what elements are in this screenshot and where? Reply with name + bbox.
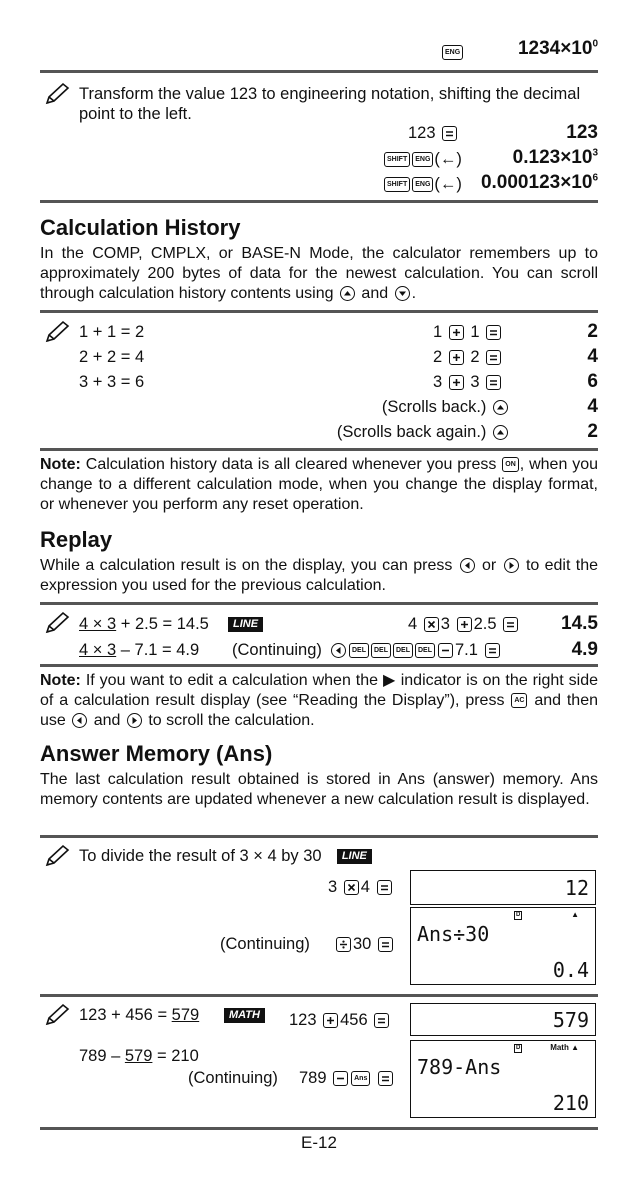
del-key: DEL (349, 643, 369, 658)
up-arrow-key-icon (340, 286, 355, 301)
ans-keys-3: 123 456 (289, 1010, 391, 1030)
divider (40, 200, 598, 203)
history-keys-2: 2 2 (433, 347, 503, 367)
lcd-display-4 (410, 1040, 596, 1118)
equals-key (378, 1071, 393, 1086)
left-arrow-key-icon (72, 713, 87, 728)
math-mode-badge: MATH (224, 1008, 265, 1023)
history-keys-1: 1 1 (433, 322, 503, 342)
lcd-deg-indicator: D (516, 1045, 521, 1051)
pencil-icon (44, 320, 72, 344)
eng-example-description: Transform the value 123 to engineering notation, shifting the decimal point to the left. (79, 85, 581, 123)
scroll-again-result: 2 (587, 421, 598, 442)
plus-key (457, 617, 472, 632)
divider (40, 448, 598, 451)
eng-row-1-result: 123 (566, 122, 598, 143)
divider (40, 602, 598, 605)
eng-key: ENG (442, 45, 463, 60)
plus-key (449, 375, 464, 390)
del-key: DEL (371, 643, 391, 658)
left-arrow-key-icon (460, 558, 475, 573)
line-mode-badge: LINE (337, 849, 372, 864)
equals-key (377, 880, 392, 895)
history-result-2: 4 (587, 346, 598, 367)
eng-key: ENG (412, 152, 433, 167)
ans-example-3-expr: 789 – 579 = 210 (79, 1047, 199, 1065)
up-arrow-key-icon (493, 425, 508, 440)
divider (40, 1127, 598, 1130)
replay-note: Note: If you want to edit a calculation when the ▶ indicator is on the right side of a calculation result display (see “Reading the Display”), press AC and then use and to scroll the calculation. (40, 672, 599, 729)
history-keys-3: 3 3 (433, 372, 503, 392)
eng-row-2-result: $0.123\times 10^3$ (512, 147, 598, 168)
lcd-value: 12 (564, 876, 589, 900)
ans-key: Ans (351, 1071, 370, 1086)
shift-key: SHIFT (384, 152, 410, 167)
divider (40, 70, 598, 73)
history-title: Calculation History (40, 215, 241, 240)
lcd-expression: 789-Ans (417, 1055, 502, 1079)
left-arrow-key-icon (331, 643, 346, 658)
scroll-back-result: 4 (587, 396, 598, 417)
replay-result-1: 14.5 (561, 613, 598, 634)
divider (40, 994, 598, 997)
lcd-value: 210 (552, 1091, 589, 1115)
plus-key (323, 1013, 338, 1028)
replay-example-1: 4 × 3 + 2.5 = 14.5 LINE (79, 614, 263, 634)
replay-example-2: 4 × 3 – 7.1 = 4.9 (79, 641, 200, 659)
lcd-expression: Ans÷30 (417, 922, 490, 946)
history-expr-1: 1 + 1 = 2 (79, 323, 145, 341)
replay-paragraph: While a calculation result is on the display, you can press or to edit the expression you used for the previous calculation. (40, 557, 599, 594)
replay-keys-2: DEL DEL DEL DEL 7.1 (329, 640, 502, 660)
multiply-key (344, 880, 359, 895)
pencil-icon (44, 1003, 72, 1027)
plus-key (449, 325, 464, 340)
right-arrow-key-icon (127, 713, 142, 728)
equals-key (486, 350, 501, 365)
ans-example-1-desc: To divide the result of 3 × 4 by 30 LINE (79, 846, 372, 866)
plus-key (449, 350, 464, 365)
scroll-back-row: (Scrolls back.) (300, 397, 510, 417)
ans-continuing-2: (Continuing) (188, 1069, 278, 1087)
lcd-display-2 (410, 907, 596, 985)
divider (40, 835, 598, 838)
pencil-icon (44, 844, 72, 868)
ans-paragraph: The last calculation result obtained is stored in Ans (answer) memory. Ans memory contents are updated whenever a new calculation result is displayed. (40, 771, 598, 808)
equals-key (485, 643, 500, 658)
replay-keys-1: 4 3 2.5 (408, 614, 520, 634)
replay-continuing: (Continuing) (232, 641, 322, 659)
divider (40, 310, 598, 313)
lcd-display-3 (410, 1003, 596, 1036)
history-expr-3: 3 + 3 = 6 (79, 373, 145, 391)
math-badge-wrap (224, 1007, 265, 1025)
pencil-icon (44, 611, 72, 635)
history-paragraph: In the COMP, CMPLX, or BASE-N Mode, the calculator remembers up to approximately 200 bytes of data for the newest calculation. You can scroll through calculation history contents using and . (40, 245, 598, 302)
multiply-key (424, 617, 439, 632)
lcd-math-indicator: Math ▲ (550, 1043, 579, 1052)
equals-key (486, 375, 501, 390)
ans-example-2-expr: 123 + 456 = 579 (79, 1006, 200, 1024)
eng-key: ENG (412, 177, 433, 192)
eng-row-3-keys: SHIFT ENG (←) (383, 174, 462, 194)
on-key: ON (502, 457, 519, 472)
line-mode-badge: LINE (228, 617, 263, 632)
ac-key: AC (511, 693, 527, 708)
del-key: DEL (415, 643, 435, 658)
eng-row-2-keys: SHIFT ENG (←) (383, 149, 462, 169)
scroll-again-row: (Scrolls back again.) (250, 422, 510, 442)
lcd-deg-indicator: D (516, 912, 521, 918)
lcd-up-indicator: ▲ (571, 910, 579, 919)
minus-key (438, 643, 453, 658)
replay-result-2: 4.9 (571, 639, 598, 660)
page-number: E-12 (301, 1133, 337, 1152)
up-arrow-key-icon (493, 400, 508, 415)
down-arrow-key-icon (395, 286, 410, 301)
pencil-icon (44, 82, 72, 106)
shift-key: SHIFT (384, 177, 410, 192)
divide-key (336, 937, 351, 952)
del-key: DEL (393, 643, 413, 658)
history-result-1: 2 (587, 321, 598, 342)
ans-keys-2: 30 (334, 934, 395, 954)
history-result-3: 6 (587, 371, 598, 392)
minus-key (333, 1071, 348, 1086)
equals-key (378, 937, 393, 952)
eng-row-1-keys: 123 (408, 123, 459, 143)
divider (40, 664, 598, 667)
ans-keys-1: 3 4 (328, 877, 394, 897)
lcd-value: 0.4 (552, 958, 589, 982)
ans-continuing-1: (Continuing) (220, 935, 310, 953)
lcd-value: 579 (552, 1008, 589, 1032)
equals-key (442, 126, 457, 141)
history-expr-2: 2 + 2 = 4 (79, 348, 145, 366)
right-arrow-key-icon (504, 558, 519, 573)
equals-key (503, 617, 518, 632)
replay-title: Replay (40, 527, 113, 552)
eng-key-row (441, 42, 464, 62)
equals-key (374, 1013, 389, 1028)
ans-keys-4: 789 Ans (299, 1068, 395, 1088)
ans-title: Answer Memory (Ans) (40, 741, 273, 766)
history-note: Note: Calculation history data is all cleared whenever you press ON , when you change to a different calculation mode, when you change the display format, or whenever you perform any reset operation. (40, 456, 599, 513)
eng-top-result: $1234\times 10^0$ (517, 38, 598, 59)
eng-row-3-result: $0.000123\times 10^6$ (480, 172, 598, 193)
equals-key (486, 325, 501, 340)
lcd-display-1 (410, 870, 596, 905)
